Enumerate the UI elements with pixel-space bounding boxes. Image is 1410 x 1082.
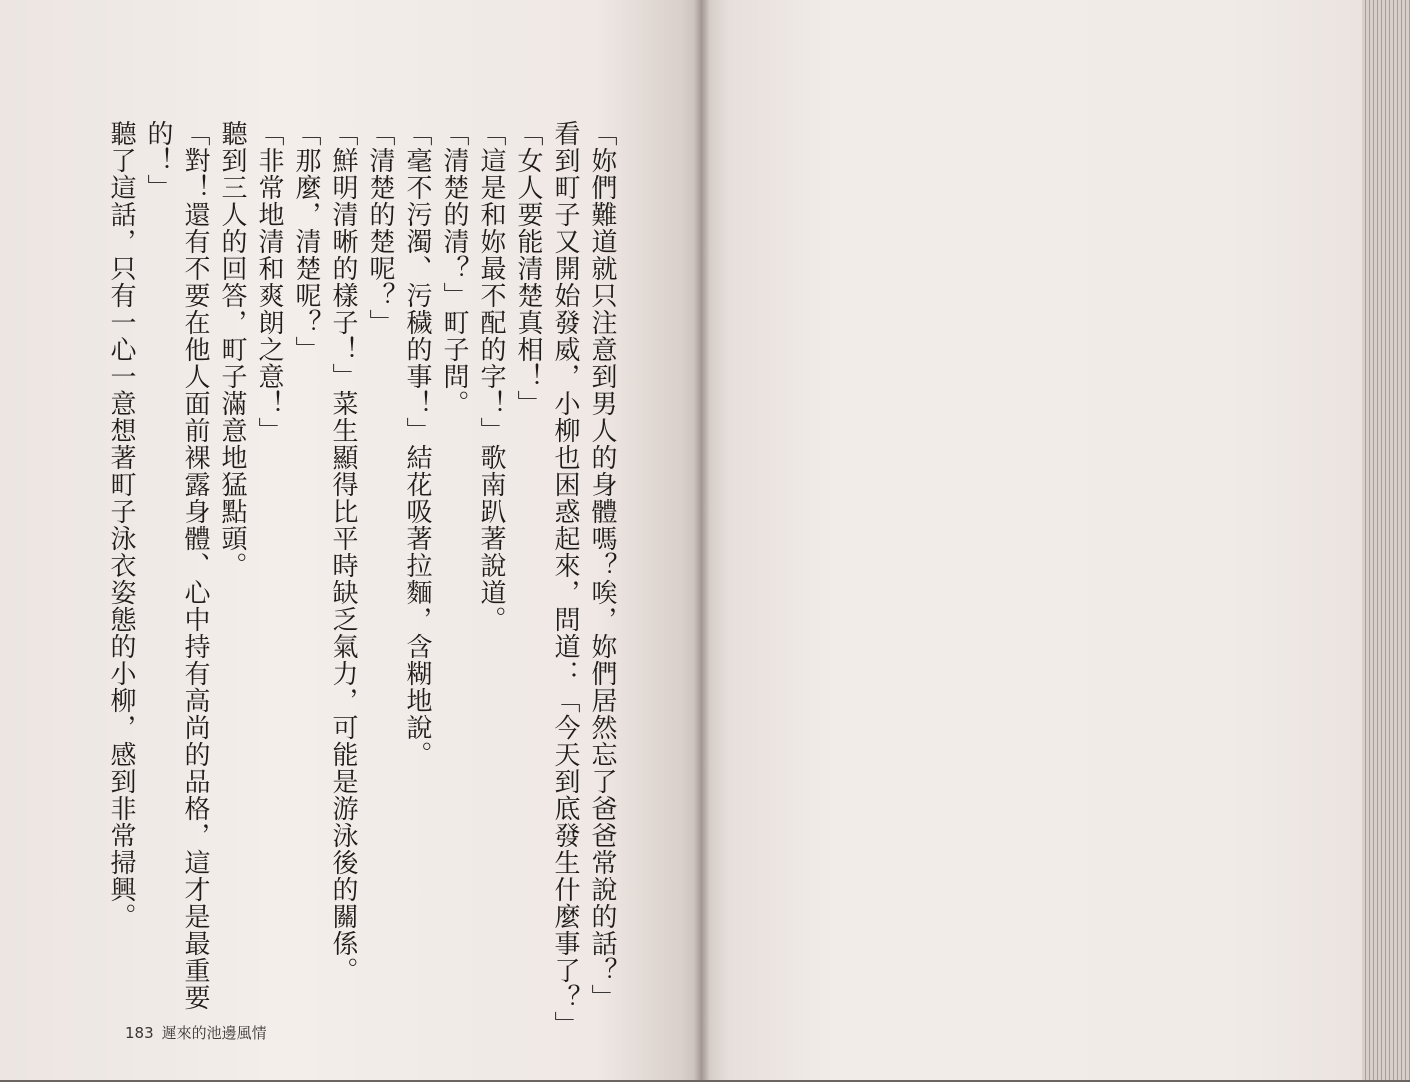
page-edges <box>1362 0 1410 1080</box>
left-page-text-line: 「鮮明清晰的樣子！」菜生顯得比平時缺乏氣力，可能是游泳後的關係。 <box>328 120 358 984</box>
book-gutter <box>694 0 710 1080</box>
left-page-text-line: 聽了這話，只有一心一意想著町子泳衣姿態的小柳，感到非常掃興。 <box>106 120 136 930</box>
left-page-text-line: 「這是和妳最不配的字！」歌南趴著說道。 <box>476 120 506 633</box>
left-page-text-line: 「妳們難道就只注意到男人的身體嗎？唉，妳們居然忘了爸爸常說的話？」 <box>587 120 617 1011</box>
left-running-title: 遲來的池邊風情 <box>161 1024 267 1042</box>
left-page <box>0 0 702 1080</box>
left-page-text-line: 「女人要能清楚真相！」 <box>513 120 543 417</box>
left-page-text-line: 「毫不污濁、污穢的事！」結花吸著拉麵，含糊地說。 <box>402 120 432 768</box>
left-page-number: 183 <box>125 1024 154 1042</box>
left-page-text-line: 「那麼，清楚呢？」 <box>291 120 321 363</box>
left-page-text-line: 「清楚的楚呢？」 <box>365 120 395 336</box>
left-page-text-line: 「對！還有不要在他人面前裸露身體、心中持有高尚的品格，這才是最重要 <box>180 120 210 1011</box>
left-page-text-line: 「非常地清和爽朗之意！」 <box>254 120 284 444</box>
left-page-text-line: 的！」 <box>143 120 173 201</box>
left-page-footer <box>125 1022 275 1043</box>
left-page-text-line: 「清楚的清？」町子問。 <box>439 120 469 417</box>
left-page-text-line: 聽到三人的回答，町子滿意地猛點頭。 <box>217 120 247 579</box>
right-page <box>702 0 1362 1080</box>
left-page-text-line: 看到町子又開始發威，小柳也困惑起來，問道：「今天到底發生什麼事了？」 <box>550 120 580 1038</box>
